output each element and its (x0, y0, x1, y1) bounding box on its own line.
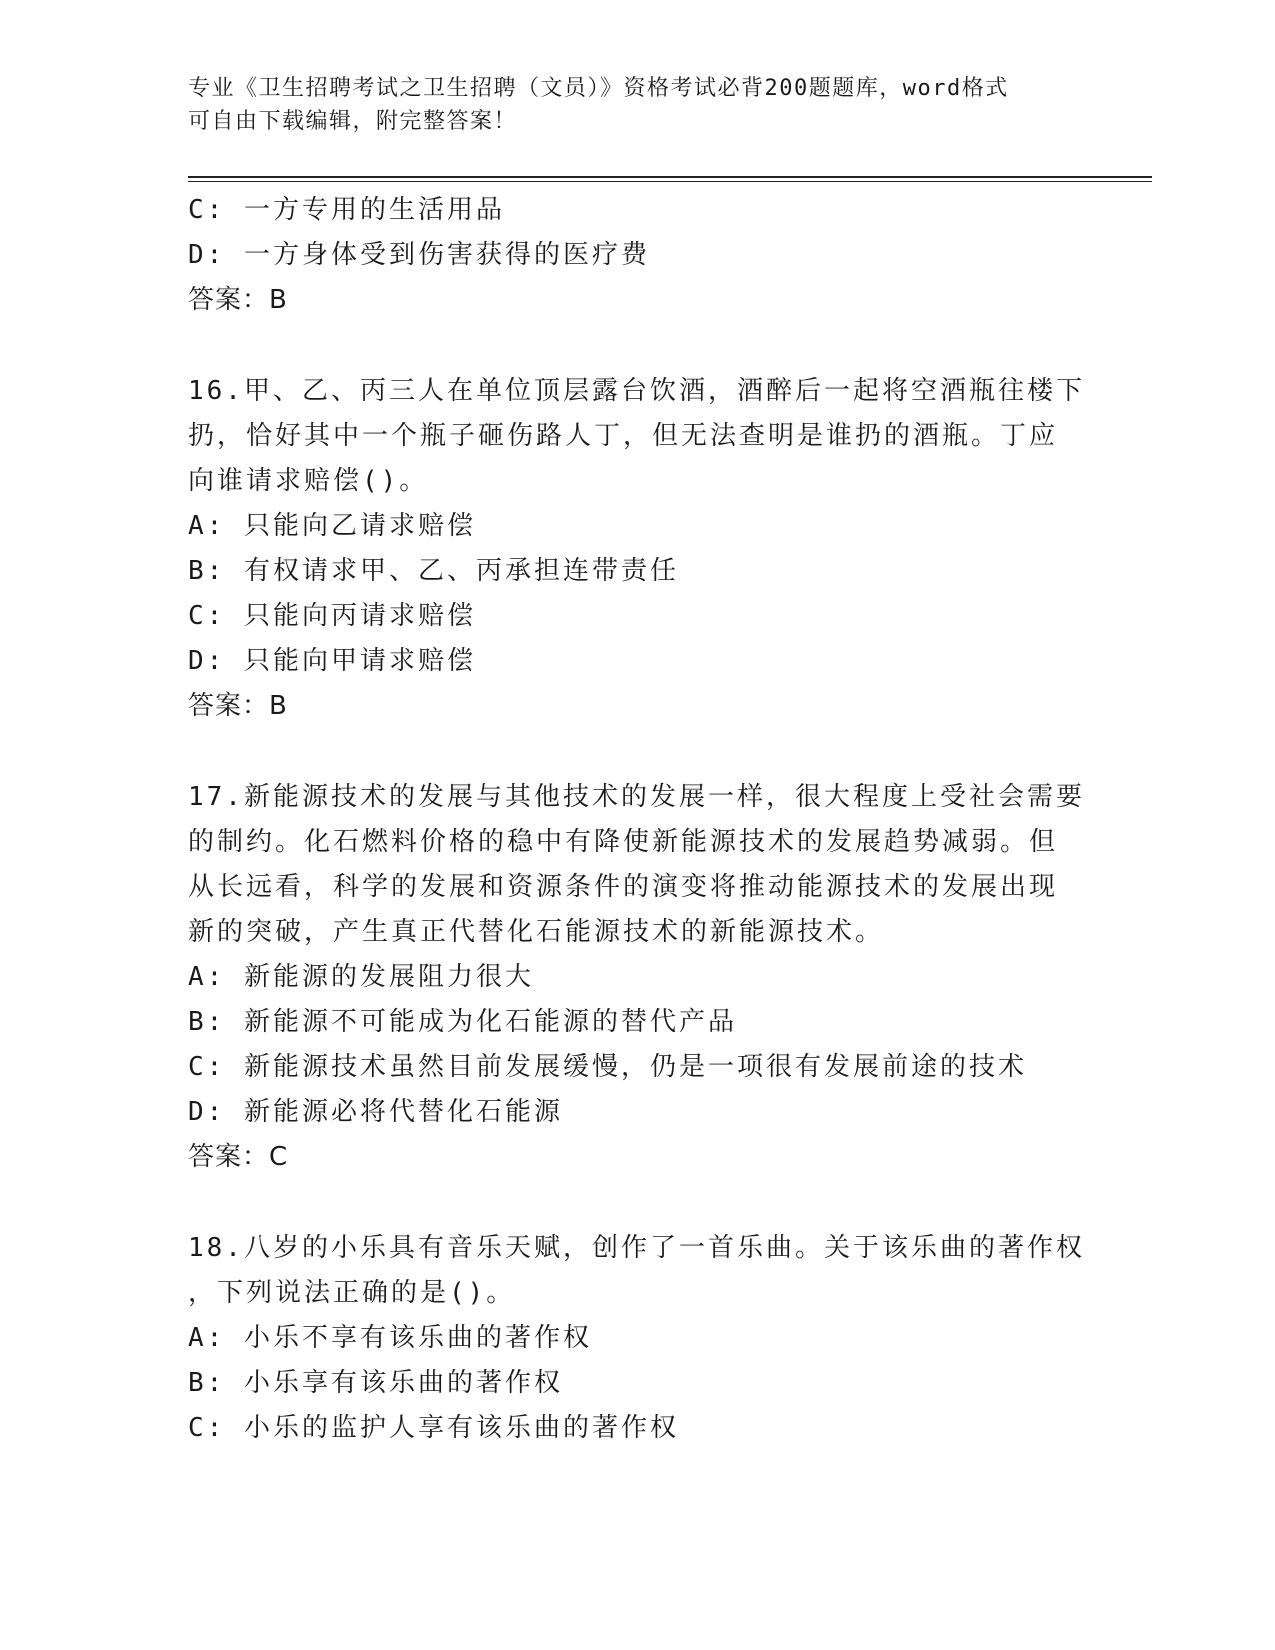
question-17-option-a: A: 新能源的发展阻力很大 (188, 962, 534, 992)
question-17-option-b: B: 新能源不可能成为化石能源的替代产品 (188, 1007, 737, 1037)
question-18-stem-line: 18.八岁的小乐具有音乐天赋，创作了一首乐曲。关于该乐曲的著作权 (188, 1233, 1085, 1263)
question-17-option-d: D: 新能源必将代替化石能源 (188, 1097, 563, 1127)
question-17-option-c: C: 新能源技术虽然目前发展缓慢，仍是一项很有发展前途的技术 (188, 1052, 1027, 1082)
question-18-stem-line: ，下列说法正确的是()。 (188, 1278, 516, 1308)
question-16-stem-line: 扔，恰好其中一个瓶子砸伤路人丁，但无法查明是谁扔的酒瓶。丁应 (188, 421, 1059, 451)
question-18-option-b: B: 小乐享有该乐曲的著作权 (188, 1368, 563, 1398)
question-15 (188, 188, 1108, 323)
spacer (188, 1180, 1108, 1226)
header-divider-thin (188, 181, 1152, 182)
question-15-option-d: D: 一方身体受到伤害获得的医疗费 (188, 240, 650, 270)
question-18 (188, 1226, 1108, 1451)
question-16-answer: 答案：B (188, 691, 288, 721)
question-17-stem-line: 17.新能源技术的发展与其他技术的发展一样，很大程度上受社会需要 (188, 782, 1085, 812)
question-16-option-c: C: 只能向丙请求赔偿 (188, 601, 476, 631)
question-15-option-c: C: 一方专用的生活用品 (188, 195, 505, 225)
spacer (188, 323, 1108, 369)
question-16-option-d: D: 只能向甲请求赔偿 (188, 646, 476, 676)
question-17-stem-line: 从长远看，科学的发展和资源条件的演变将推动能源技术的发展出现 (188, 872, 1059, 902)
header-title-line-2: 可自由下载编辑，附完整答案！ (188, 109, 518, 134)
question-16-option-b: B: 有权请求甲、乙、丙承担连带责任 (188, 556, 679, 586)
header-title-line-1: 专业《卫生招聘考试之卫生招聘（文员）》资格考试必背200题题库，word格式 (188, 76, 1009, 101)
question-17 (188, 775, 1108, 1180)
question-17-stem-line: 新的突破，产生真正代替化石能源技术的新能源技术。 (188, 917, 885, 947)
question-15-answer: 答案：B (188, 285, 288, 315)
question-16-stem-line: 向谁请求赔偿()。 (188, 466, 429, 496)
question-content (188, 188, 1108, 1451)
question-17-stem-line: 的制约。化石燃料价格的稳中有降使新能源技术的发展趋势减弱。但 (188, 827, 1059, 857)
question-16-option-a: A: 只能向乙请求赔偿 (188, 511, 476, 541)
question-16 (188, 369, 1108, 729)
question-18-option-a: A: 小乐不享有该乐曲的著作权 (188, 1323, 592, 1353)
question-17-answer: 答案：C (188, 1142, 289, 1172)
document-header (188, 72, 1088, 138)
question-18-option-c: C: 小乐的监护人享有该乐曲的著作权 (188, 1413, 679, 1443)
header-divider-thick (188, 176, 1152, 178)
spacer (188, 729, 1108, 775)
question-16-stem-line: 16.甲、乙、丙三人在单位顶层露台饮酒，酒醉后一起将空酒瓶往楼下 (188, 376, 1085, 406)
